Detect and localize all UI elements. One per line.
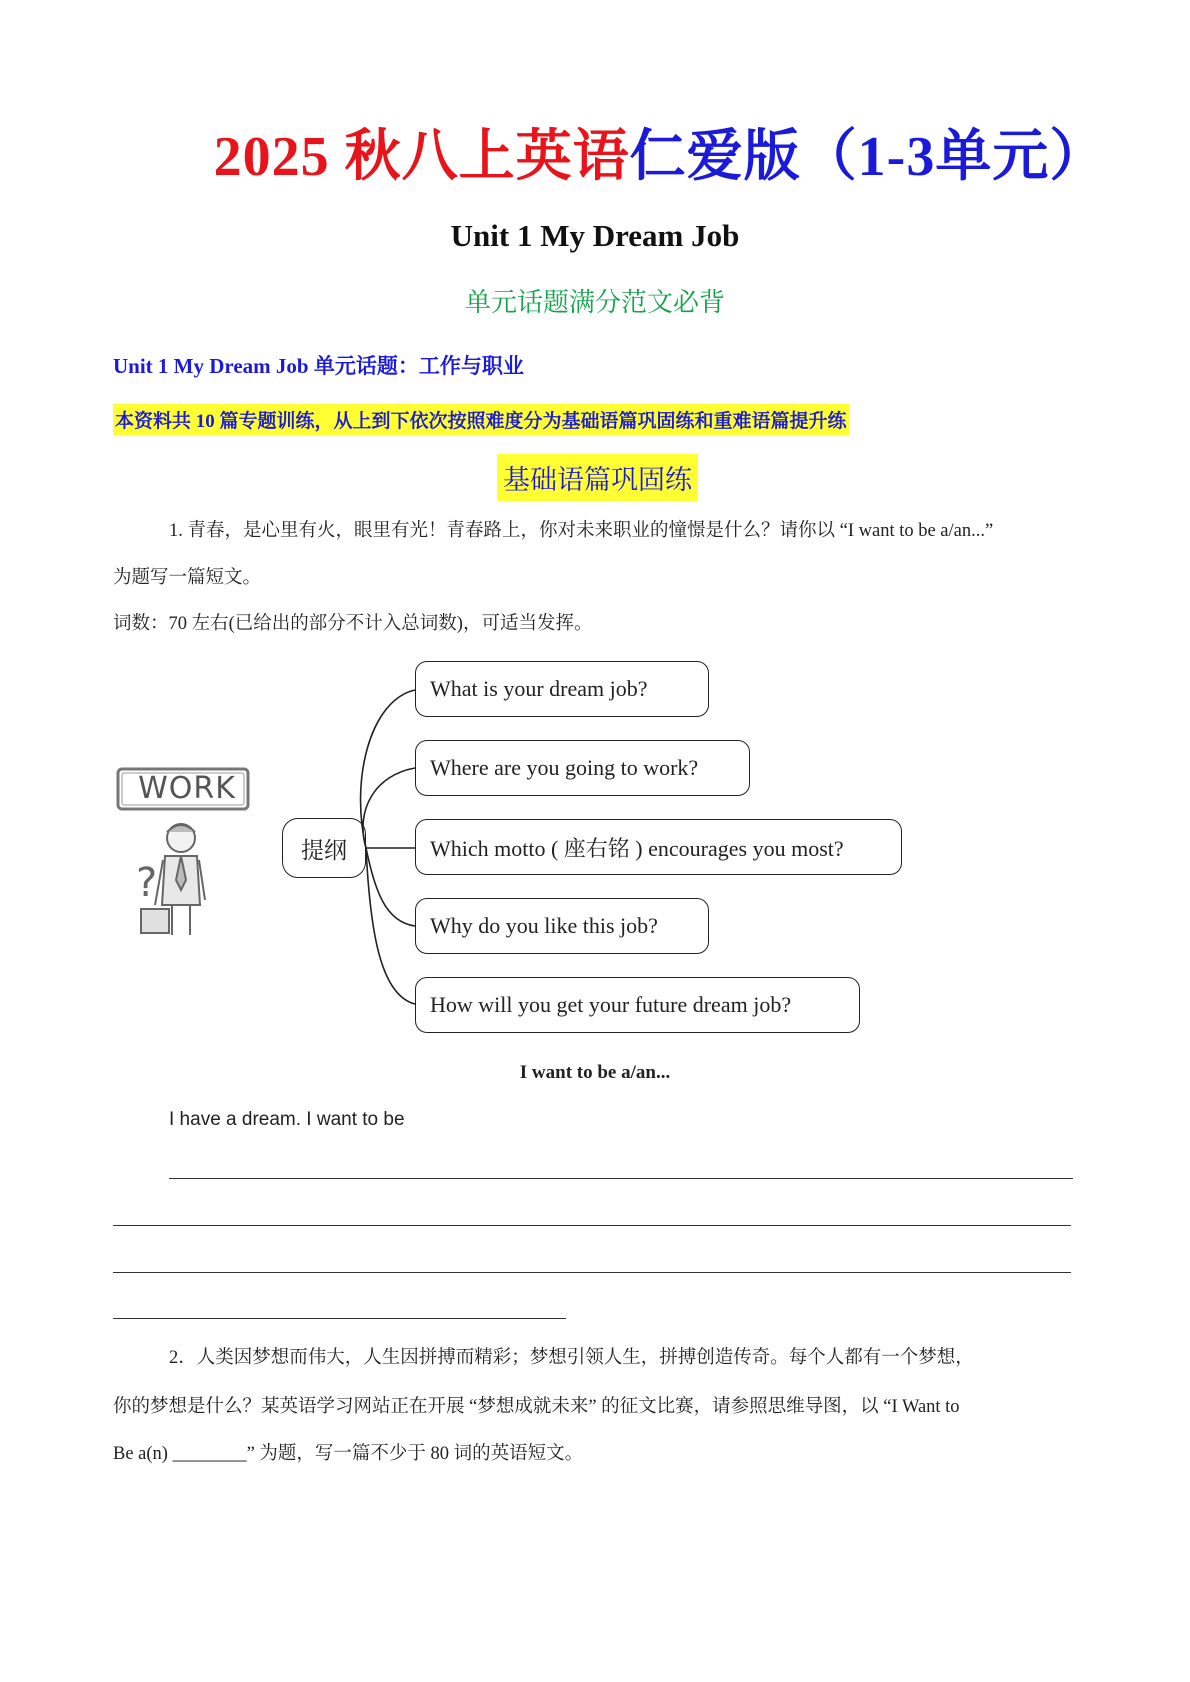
question-mark-icon: ? (136, 860, 158, 906)
connector-branch-2 (363, 768, 415, 848)
connector-branch-4 (366, 848, 415, 926)
green-subtitle: 单元话题满分范文必背 (464, 288, 725, 318)
mindmap-branch-2: Where are you going to work? (415, 740, 750, 796)
work-sign-text: WORK (138, 771, 236, 806)
answer-line-3 (113, 1272, 1071, 1273)
answer-line-1 (169, 1178, 1073, 1179)
answer-line-2 (113, 1225, 1071, 1226)
unit-title: Unit 1 My Dream Job (450, 218, 740, 253)
answer-line-4 (113, 1318, 566, 1319)
q2-line1: 2．人类因梦想而伟大，人生因拼搏而精彩；梦想引领人生，拼搏创造传奇。每个人都有一个梦想， (169, 1348, 974, 1368)
essay-title: I want to be a/an... (519, 1062, 671, 1083)
section-heading: 基础语篇巩固练 (497, 454, 698, 501)
mindmap-branch-3: Which motto ( 座右铭 ) encourages you most? (415, 819, 902, 875)
mindmap-branch-1: What is your dream job? (415, 661, 709, 717)
essay-start: I have a dream. I want to be (169, 1109, 405, 1130)
mindmap-branch-4: Why do you like this job? (415, 898, 709, 954)
connector-branch-1 (361, 690, 415, 848)
q2-line3: Be a(n) ________” 为题，写一篇不少于 80 词的英语短文。 (113, 1444, 584, 1464)
title-blue-part: 仁爱版（1-3单元） (629, 126, 1107, 188)
q2-line2: 你的梦想是什么？某英语学习网站正在开展 “梦想成就未来” 的征文比赛，请参照思维导图，以 “I Want to (113, 1397, 960, 1417)
highlight-note: 本资料共 10 篇专题训练，从上到下依次按照难度分为基础语篇巩固练和重难语篇提升练 (113, 404, 849, 435)
q1-word-count: 词数：70 左右(已给出的部分不计入总词数)，可适当发挥。 (113, 614, 593, 634)
q1-line2: 为题写一篇短文。 (113, 568, 262, 588)
q1-line1: 1. 青春，是心里有火，眼里有光！青春路上，你对未来职业的憧憬是什么？请你以 “I want to be a/an...” (169, 521, 994, 541)
topic-line: Unit 1 My Dream Job 单元话题：工作与职业 (113, 354, 524, 378)
title-red-part: 2025 秋八上英语 (213, 126, 630, 188)
mindmap-branch-5: How will you get your future dream job? (415, 977, 860, 1033)
mindmap-center: 提纲 (282, 818, 366, 878)
connector-branch-5 (366, 848, 415, 1004)
